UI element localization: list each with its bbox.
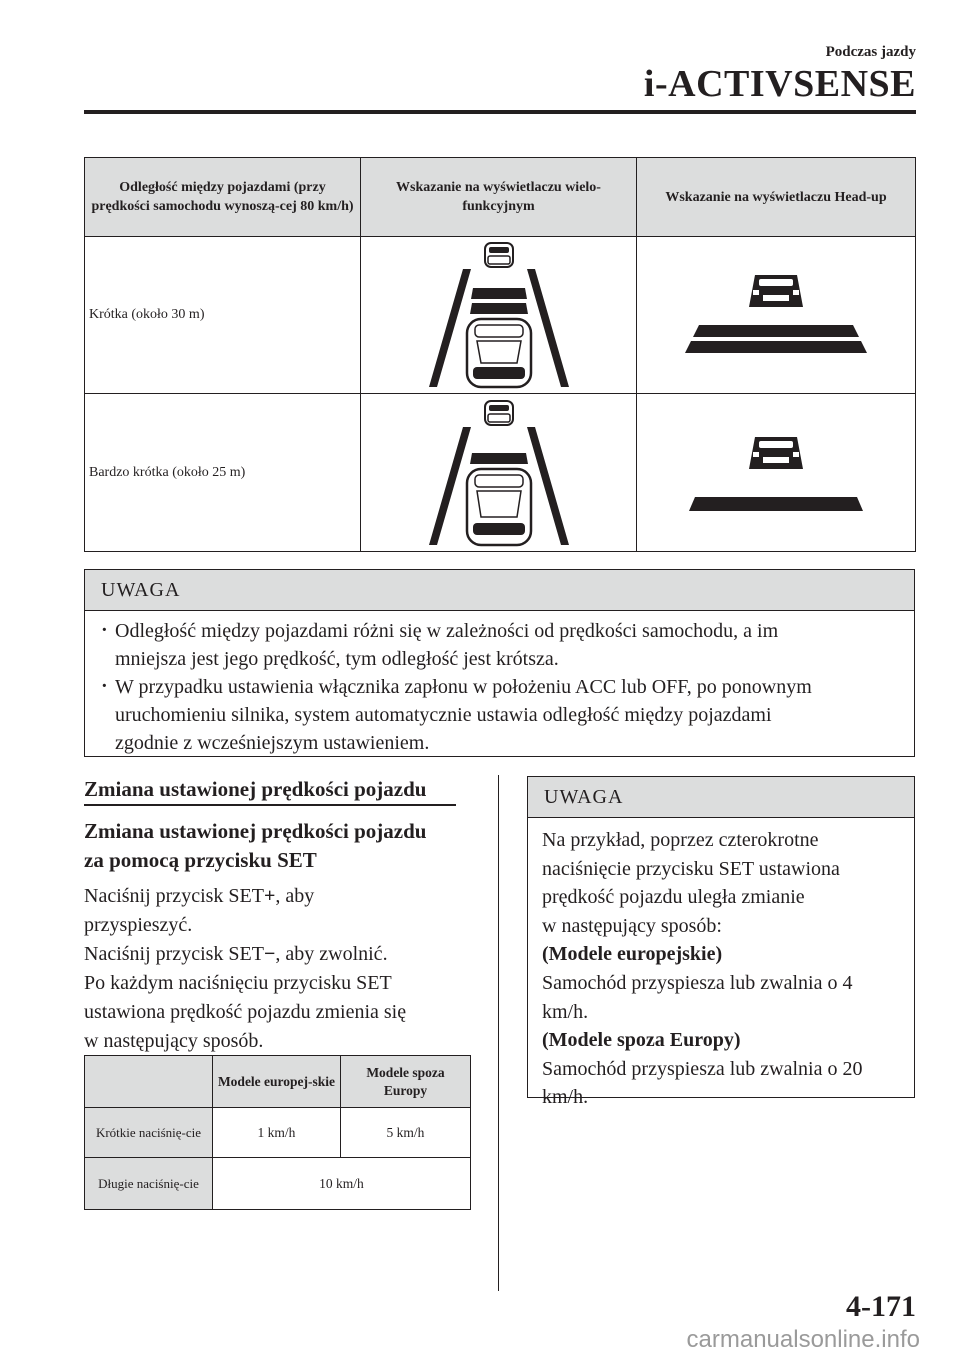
value-non-eu-short: 5 km/h: [341, 1108, 471, 1158]
corner-cell: [85, 1056, 213, 1108]
para-line: ustawiona prędkość pojazdu zmienia się: [84, 1001, 407, 1023]
list-item: [115, 617, 894, 673]
lane-display-icon: [429, 241, 569, 389]
headup-display-icon: [681, 273, 871, 357]
subsection-title: [84, 817, 470, 875]
page-number: 4-171: [846, 1290, 916, 1323]
distance-label: Bardzo krótka (około 25 m): [85, 394, 361, 552]
para-line: Naciśnij przycisk SET+, aby: [84, 885, 315, 907]
own-car-icon: [467, 319, 531, 387]
subsection-title-line: Zmiana ustawionej prędkości pojazdu: [84, 819, 427, 843]
speed-table-header: [85, 1056, 471, 1108]
value-long-press: 10 km/h: [213, 1158, 471, 1210]
note-line: km/h.: [542, 1086, 589, 1109]
instruction-paragraph: [84, 882, 470, 1056]
section-underline: [84, 804, 456, 806]
speed-change-table: [84, 1055, 471, 1210]
header-distance: Odległość między pojazdami (przy prędkości samochodu wynoszą-cej 80 km/h): [85, 158, 361, 237]
plus-symbol: +: [263, 885, 276, 907]
row-label-short-press: Krótkie naciśnię-cie: [85, 1108, 213, 1158]
distance-table-header: [85, 158, 916, 237]
para-line: Po każdym naciśnięciu przycisku SET: [84, 972, 392, 994]
header-non-eu-models: Modele spoza Europy: [341, 1056, 471, 1108]
note-list: [85, 611, 914, 757]
para-line: Naciśnij przycisk SET−, aby zwolnić.: [84, 943, 388, 965]
table-row: [85, 1158, 471, 1210]
note-heading: UWAGA: [85, 570, 914, 611]
lead-car-icon: [485, 243, 513, 267]
chapter-label: Podczas jazdy: [825, 44, 916, 60]
row-label-long-press: Długie naciśnię-cie: [85, 1158, 213, 1210]
value-eu-short: 1 km/h: [213, 1108, 341, 1158]
headup-display-very-short: [637, 394, 916, 552]
note-line: mniejsza jest jego prędkość, tym odległość jest krótsza.: [115, 648, 559, 670]
para-line: przyspieszyć.: [84, 914, 193, 936]
note-line: · Odległość między pojazdami różni się w zależności od prędkości samochodu, a im: [115, 620, 779, 642]
multifunction-display-very-short: [361, 394, 637, 552]
note-line: Samochód przyspiesza lub zwalnia o 4: [542, 971, 853, 994]
note-heading: UWAGA: [528, 777, 914, 818]
headup-display-icon: [681, 431, 871, 515]
multifunction-display-short: [361, 237, 637, 394]
lead-car-icon: [485, 401, 513, 425]
lead-car-icon: [749, 275, 803, 307]
subsection-title-line: za pomocą przycisku SET: [84, 848, 317, 872]
table-row: [85, 1108, 471, 1158]
note-line: Samochód przyspiesza lub zwalnia o 20: [542, 1057, 863, 1080]
table-row: [85, 237, 916, 394]
minus-symbol: −: [263, 943, 276, 965]
note-line: prędkość pojazdu uległa zmianie: [542, 886, 805, 909]
lane-display-icon: [429, 399, 569, 547]
list-item: [115, 673, 894, 757]
distance-label: Krótka (około 30 m): [85, 237, 361, 394]
note-line: naciśnięcie przycisku SET ustawiona: [542, 857, 840, 880]
column-divider: [498, 775, 499, 1291]
note-body: [528, 818, 914, 1112]
note-line: uruchomieniu silnika, system automatycznie ustawia odległość między pojazdami: [115, 704, 772, 726]
note-line: w następujący sposób:: [542, 914, 722, 937]
header-rule: [84, 110, 916, 114]
note-line: zgodnie z wcześniejszym ustawieniem.: [115, 732, 430, 754]
header-multifunction-display: Wskazanie na wyświetlaczu wielo-funkcyjnym: [361, 158, 637, 237]
page-title: i-ACTIVSENSE: [643, 63, 916, 105]
own-car-icon: [467, 469, 531, 545]
note-subheading: (Modele spoza Europy): [542, 1029, 741, 1052]
headup-display-short: [637, 237, 916, 394]
section-title: Zmiana ustawionej prędkości pojazdu: [84, 777, 427, 801]
note-box: [84, 569, 915, 757]
note-subheading: (Modele europejskie): [542, 943, 723, 966]
note-line: Na przykład, poprzez czterokrotne: [542, 829, 819, 851]
lead-car-icon: [749, 437, 803, 469]
watermark: carmanualsonline.info: [686, 1326, 920, 1353]
distance-table: [84, 157, 916, 552]
para-line: w następujący sposób.: [84, 1030, 264, 1052]
header-eu-models: Modele europej-skie: [213, 1056, 341, 1108]
table-row: [85, 394, 916, 552]
note-box: [527, 776, 915, 1109]
note-line: km/h.: [542, 1000, 589, 1023]
header-headup-display: Wskazanie na wyświetlaczu Head-up: [637, 158, 916, 237]
note-line: · W przypadku ustawienia włącznika zapłonu w położeniu ACC lub OFF, po ponownym: [115, 676, 812, 698]
